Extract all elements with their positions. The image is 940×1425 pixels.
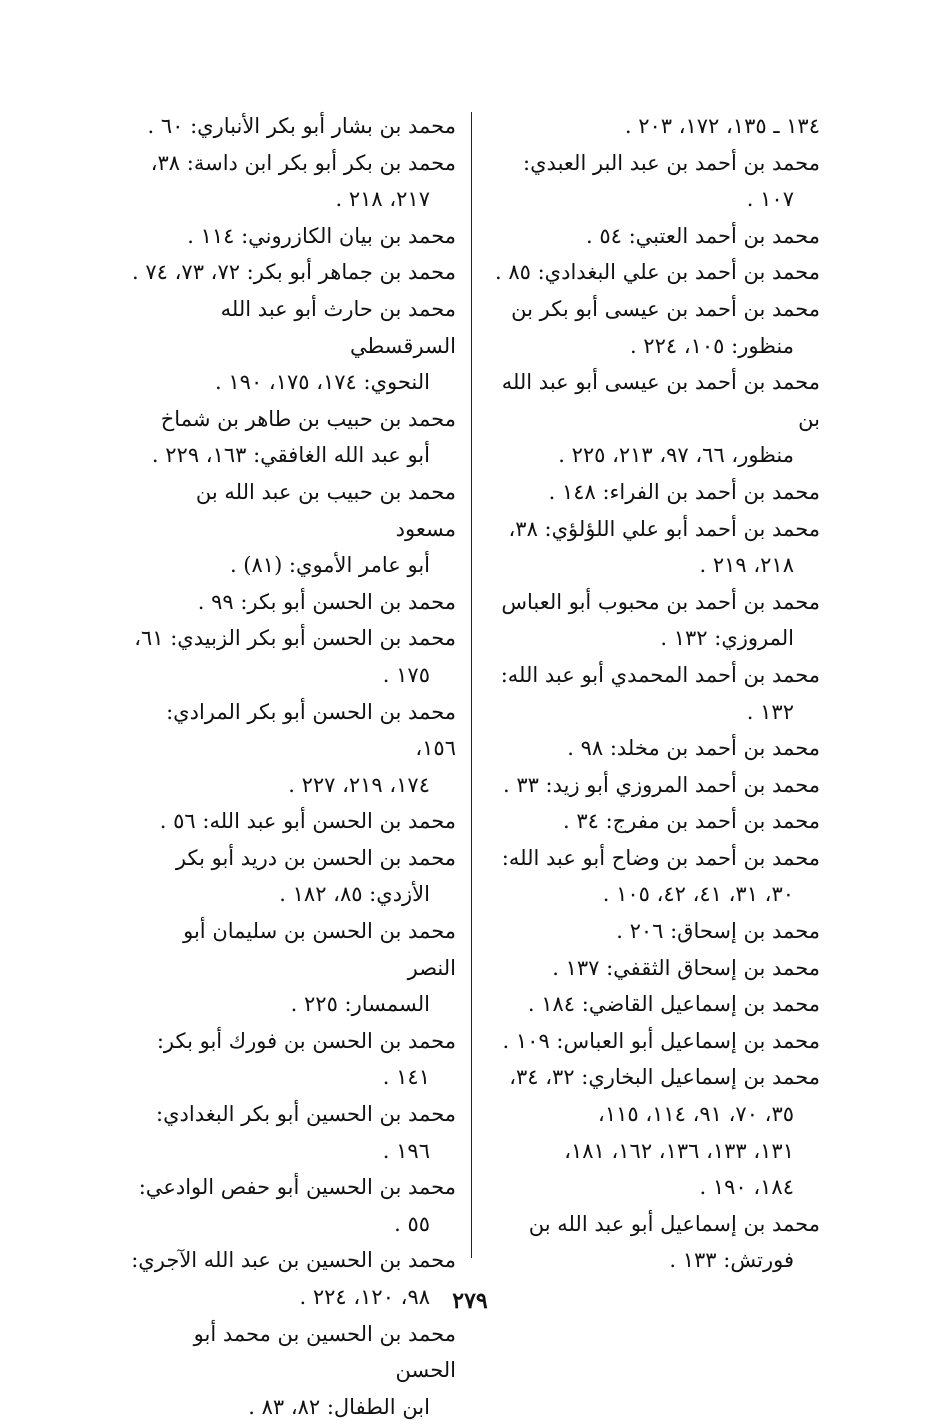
index-entry	[130, 401, 456, 474]
entry-continuation: ١٣٢ .	[746, 699, 794, 724]
entry-line: ١٣٤ ـ ١٣٥، ١٧٢، ٢٠٣ .	[624, 114, 820, 138]
index-entry	[492, 913, 820, 950]
entry-continuation: ١٠٧ .	[746, 187, 794, 212]
entry-continuation: ٣٠، ٣١، ٤١، ٤٢، ١٠٥ .	[602, 882, 794, 907]
entry-continuation: ١٨٤، ١٩٠ .	[699, 1175, 794, 1200]
entry-line: محمد بن إسحاق: ٢٠٦ .	[616, 919, 820, 944]
entry-line: محمد بن أحمد بن عبد البر العبدي:	[523, 150, 820, 175]
entry-line: محمد بن أحمد بن مفرج: ٣٤ .	[563, 809, 820, 834]
entry-continuation: فورتش: ١٣٣ .	[669, 1248, 794, 1273]
entry-line: محمد بن حبيب بن طاهر بن شماخ	[160, 406, 456, 431]
entry-line: محمد بن الحسن بن فورك أبو بكر:	[156, 1028, 456, 1053]
entry-line: محمد بن الحسن بن سليمان أبو النصر	[183, 919, 456, 980]
entry-continuation: المروزي: ١٣٢ .	[660, 626, 794, 651]
entry-continuation: ١٤١ .	[382, 1065, 430, 1090]
index-entry	[130, 1169, 456, 1242]
entry-line: محمد بن إسماعيل البخاري: ٣٢، ٣٤،	[509, 1065, 820, 1090]
entry-line: محمد بن بيان الكازروني: ١١٤ .	[187, 223, 456, 248]
entry-continuation: ٩٨، ١٢٠، ٢٢٤ .	[299, 1285, 430, 1309]
index-entry	[130, 1096, 456, 1169]
entry-continuation: ١٧٥ .	[382, 662, 430, 687]
index-entry	[492, 657, 820, 730]
index-entry	[492, 218, 820, 255]
index-entry	[492, 840, 820, 913]
index-entry	[492, 1023, 820, 1060]
index-entry	[492, 767, 820, 804]
entry-continuation: الأزدي: ٨٥، ١٨٢ .	[279, 882, 430, 907]
index-entry	[492, 474, 820, 511]
entry-line: محمد بن الحسن أبو بكر المرادي: ١٥٦،	[166, 699, 456, 761]
left-column	[130, 108, 456, 1425]
index-entry	[492, 108, 820, 145]
right-column	[492, 108, 820, 1279]
index-entry	[130, 1316, 456, 1425]
index-entry	[130, 145, 456, 218]
entry-line: محمد بن الحسن بن دريد أبو بكر	[175, 845, 456, 870]
entry-continuation: ٢١٧، ٢١٨ .	[335, 187, 430, 212]
entry-continuation: ابن الطفال: ٨٢، ٨٣ .	[248, 1394, 430, 1419]
entry-line: محمد بن أحمد بن محبوب أبو العباس	[501, 589, 820, 614]
entry-line: محمد بن الحسن أبو بكر الزبيدي: ٦١،	[134, 626, 456, 651]
index-entry	[492, 803, 820, 840]
page-number: ٢٧٩	[452, 1288, 488, 1314]
entry-line: محمد بن إسماعيل أبو العباس: ١٠٩ .	[502, 1028, 820, 1053]
index-entry	[130, 1023, 456, 1096]
entry-continuation: منظور: ١٠٥، ٢٢٤ .	[629, 333, 794, 358]
entry-continuation: أبو عبد الله الغافقي: ١٦٣، ٢٢٩ .	[151, 443, 430, 468]
entry-line: محمد بن إسحاق الثقفي: ١٣٧ .	[552, 955, 820, 980]
index-entry	[492, 584, 820, 657]
entry-line: محمد بن حارث أبو عبد الله السرقسطي	[220, 296, 456, 358]
entry-line: محمد بن الحسن أبو عبد الله: ٥٦ .	[159, 809, 456, 834]
entry-line: محمد بن أحمد المحمدي أبو عبد الله:	[500, 662, 820, 687]
index-entry	[130, 803, 456, 840]
entry-continuation: السمسار: ٢٢٥ .	[290, 992, 430, 1017]
entry-line: محمد بن الحسين أبو حفص الوادعي:	[138, 1175, 456, 1200]
entry-line: محمد بن إسماعيل القاضي: ١٨٤ .	[527, 992, 820, 1017]
entry-line: محمد بن أحمد المروزي أبو زيد: ٣٣ .	[502, 772, 820, 797]
index-entry	[492, 145, 820, 218]
index-entry	[130, 840, 456, 913]
entry-line: محمد بن بكر أبو بكر ابن داسة: ٣٨،	[150, 150, 456, 175]
index-entry	[130, 620, 456, 693]
entry-line: محمد بن أحمد بن عيسى أبو بكر بن	[511, 296, 820, 321]
index-entry	[130, 108, 456, 145]
index-entry	[130, 694, 456, 804]
index-entry	[492, 1206, 820, 1279]
entry-continuation: ٣٥، ٧٠، ٩١، ١١٤، ١١٥،	[598, 1102, 794, 1127]
entry-line: محمد بن حبيب بن عبد الله بن مسعود	[195, 479, 456, 541]
index-entry	[130, 218, 456, 255]
entry-line: محمد بن الحسين أبو بكر البغدادي:	[156, 1102, 456, 1127]
entry-line: محمد بن أحمد بن علي البغدادي: ٨٥ .	[495, 260, 820, 285]
entry-continuation: ٥٥ .	[394, 1211, 430, 1236]
entry-line: محمد بن أحمد العتبي: ٥٤ .	[585, 223, 820, 248]
entry-line: محمد بن أحمد بن الفراء: ١٤٨ .	[548, 479, 820, 504]
entry-line: محمد بن الحسين بن عبد الله الآجري:	[131, 1248, 456, 1273]
entry-line: محمد بن إسماعيل أبو عبد الله بن	[528, 1211, 820, 1236]
index-entry	[492, 511, 820, 584]
entry-line: محمد بن أحمد بن عيسى أبو عبد الله بن	[501, 370, 820, 431]
index-entry	[492, 1059, 820, 1205]
index-entry	[130, 254, 456, 291]
entry-line: محمد بن بشار أبو بكر الأنباري: ٦٠ .	[147, 114, 456, 138]
index-entry	[492, 254, 820, 291]
entry-line: محمد بن أحمد أبو علي اللؤلؤي: ٣٨،	[508, 516, 820, 541]
entry-line: محمد بن الحسين بن محمد أبو الحسن	[193, 1321, 456, 1383]
entry-continuation: أبو عامر الأموي: (٨١) .	[229, 553, 430, 578]
entry-continuation: ١٣١، ١٣٣، ١٣٦، ١٦٢، ١٨١،	[564, 1138, 794, 1163]
index-entry	[130, 584, 456, 621]
index-entry	[130, 474, 456, 584]
entry-continuation: ١٧٤، ٢١٩، ٢٢٧ .	[288, 772, 430, 797]
column-divider	[471, 112, 472, 1258]
entry-continuation: منظور، ٦٦، ٩٧، ٢١٣، ٢٢٥ .	[558, 443, 794, 468]
entry-line: محمد بن أحمد بن وضاح أبو عبد الله:	[501, 845, 820, 870]
index-entry	[492, 730, 820, 767]
entry-continuation: النحوي: ١٧٤، ١٧٥، ١٩٠ .	[215, 370, 430, 395]
index-entry	[492, 986, 820, 1023]
entry-line: محمد بن أحمد بن مخلد: ٩٨ .	[567, 736, 820, 761]
index-entry	[492, 291, 820, 364]
index-entry	[130, 913, 456, 1023]
entry-line: محمد بن الحسن أبو بكر: ٩٩ .	[197, 589, 456, 614]
entry-line: محمد بن جماهر أبو بكر: ٧٢، ٧٣، ٧٤ .	[132, 260, 456, 285]
index-entry	[492, 950, 820, 987]
index-entry	[492, 364, 820, 474]
index-entry	[130, 291, 456, 401]
entry-continuation: ٢١٨، ٢١٩ .	[699, 553, 794, 578]
entry-continuation: ١٩٦ .	[382, 1138, 430, 1163]
